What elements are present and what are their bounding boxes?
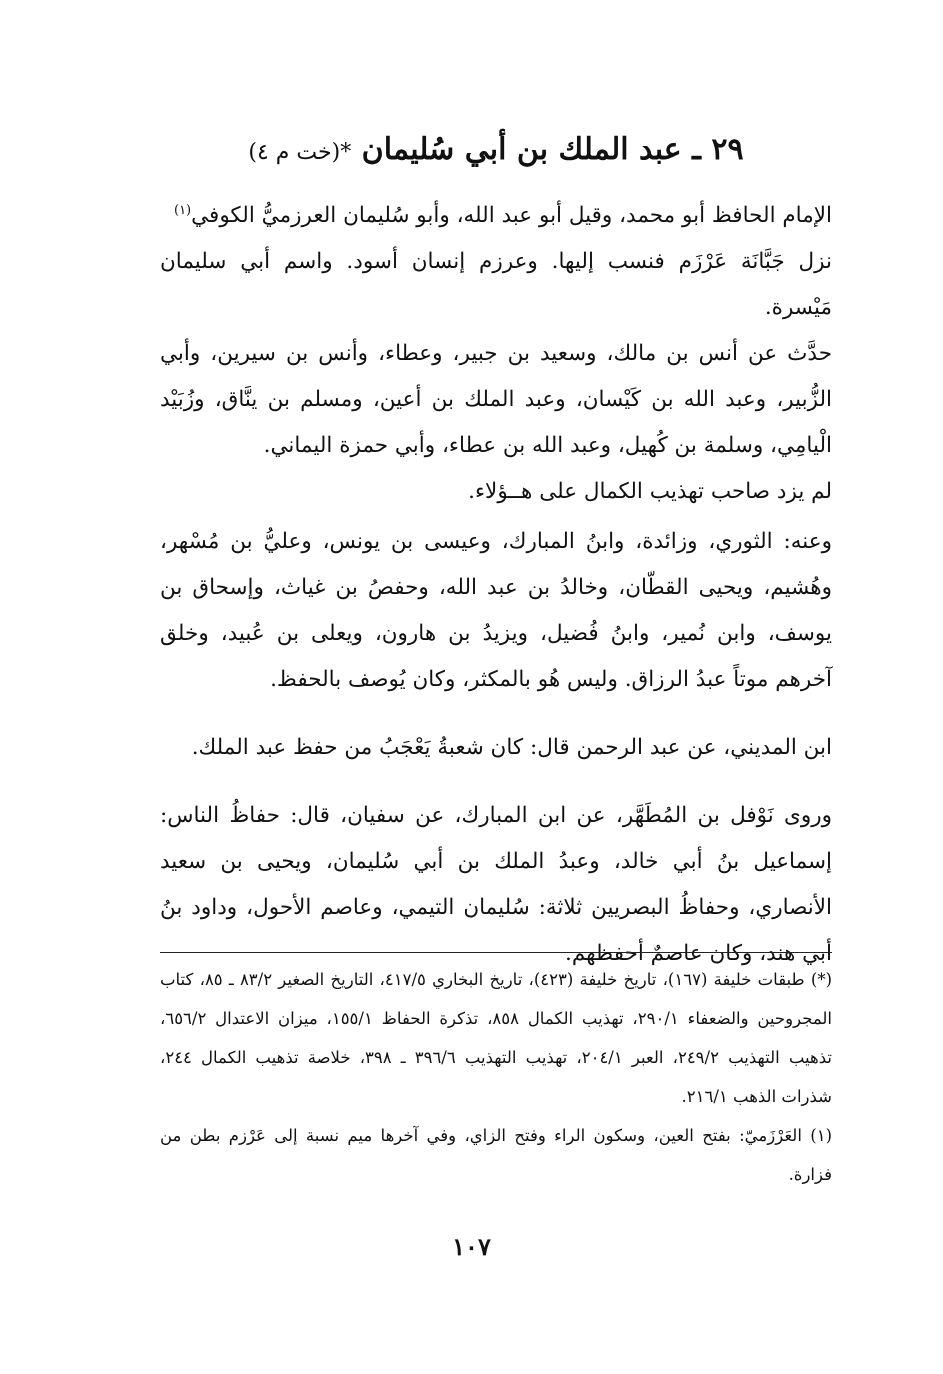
entry-title: ٢٩ ـ عبد الملك بن أبي سُليمان [361, 132, 744, 167]
entry-codes: *(خت م ٤) [248, 140, 352, 165]
paragraph-students: وعنه: الثوري، وزائدة، وابنُ المبارك، وعيسى بن يونس، وعليُّ بن مُسْهر، وهُشيم، ويحيى القطّان، وخالدُ بن عبد الله، وحفصُ بن غياث، وإسحاق بن يوسف، وابن نُمير، وابنُ فُضيل، ويزيدُ بن هارون، ويعلى بن عُبيد، وخلق آخرهم موتاً عبدُ الرزاق. وليس هُو بالمكثر، وكان يُوصف بالحفظ. [160, 529, 832, 693]
paragraph-nawfal: وروى نَوْفل بن المُطَهَّر، عن ابن المبارك، عن سفيان، قال: حفاظُ الناس: إسماعيل بنُ أبي خالد، وعبدُ الملك بن أبي سُليمان، ويحيى بن سعيد الأنصاري، وحفاظُ البصريين ثلاثة: سُليمان التيمي، وعاصم الأحول، وداود بنُ أبي هند، وكان عاصمٌ أحفظهم. [160, 803, 832, 967]
entry-heading [160, 128, 832, 175]
paragraph-intro-1: الإمام الحافظ أبو محمد، وقيل أبو عبد الله، وأبو سُليمان العرزميُّ الكوفي$^{(١)}$ [173, 203, 832, 229]
page-number: ١٠٧ [452, 1232, 491, 1261]
paragraph-note: لم يزد صاحب تهذيب الكمال على هــؤلاء. [468, 479, 832, 505]
main-text [160, 188, 832, 977]
footnote-1: (١) العَرْزَميّ: بفتح العين، وسكون الراء وفتح الزاي، وفي آخرها ميم نسبة إلى عَرْزم بطن من فزارة. [160, 1126, 832, 1184]
paragraph-teachers: حدَّث عن أنس بن مالك، وسعيد بن جبير، وعطاء، وأنس بن سيرين، وأبي الزُّبير، وعبد الله بن كَيْسان، وعبد الملك بن أعين، ومسلم بن ينَّاق، وزُبَيْد الْيامِي، وسلمة بن كُهيل، وعبد الله بن عطاء، وأبي حمزة اليماني. [160, 341, 832, 459]
footnotes [160, 960, 832, 1194]
paragraph-madini: ابن المديني، عن عبد الرحمن قال: كان شعبةُ يَعْجَبُ من حفظ عبد الملك. [191, 735, 832, 761]
paragraph-intro-2: نزل جَبَّانَة عَرْزَم فنسب إليها. وعرزم إنسان أسود. واسم أبي سليمان مَيْسرة. [160, 249, 832, 321]
footnote-separator [160, 952, 832, 953]
footnote-marker: (١) [173, 203, 192, 218]
footnote-sources: (*) طبقات خليفة (١٦٧)، تاريخ خليفة (٤٢٣)، تاريخ البخاري ٤١٧/٥، التاريخ الصغير ٨٣/٢ ـ ٨٥، كتاب المجروحين والضعفاء ٢٩٠/١، تهذيب الكمال ٨٥٨، تذكرة الحفاظ ١٥٥/١، ميزان الاعتدال ٦٥٦/٢، تذهيب التهذيب ٢٤٩/٢، العبر ٢٠٤/١، تهذيب التهذيب ٣٩٦/٦ ـ ٣٩٨، خلاصة تذهيب الكمال ٢٤٤، شذرات الذهب ٢١٦/١. [160, 970, 833, 1106]
